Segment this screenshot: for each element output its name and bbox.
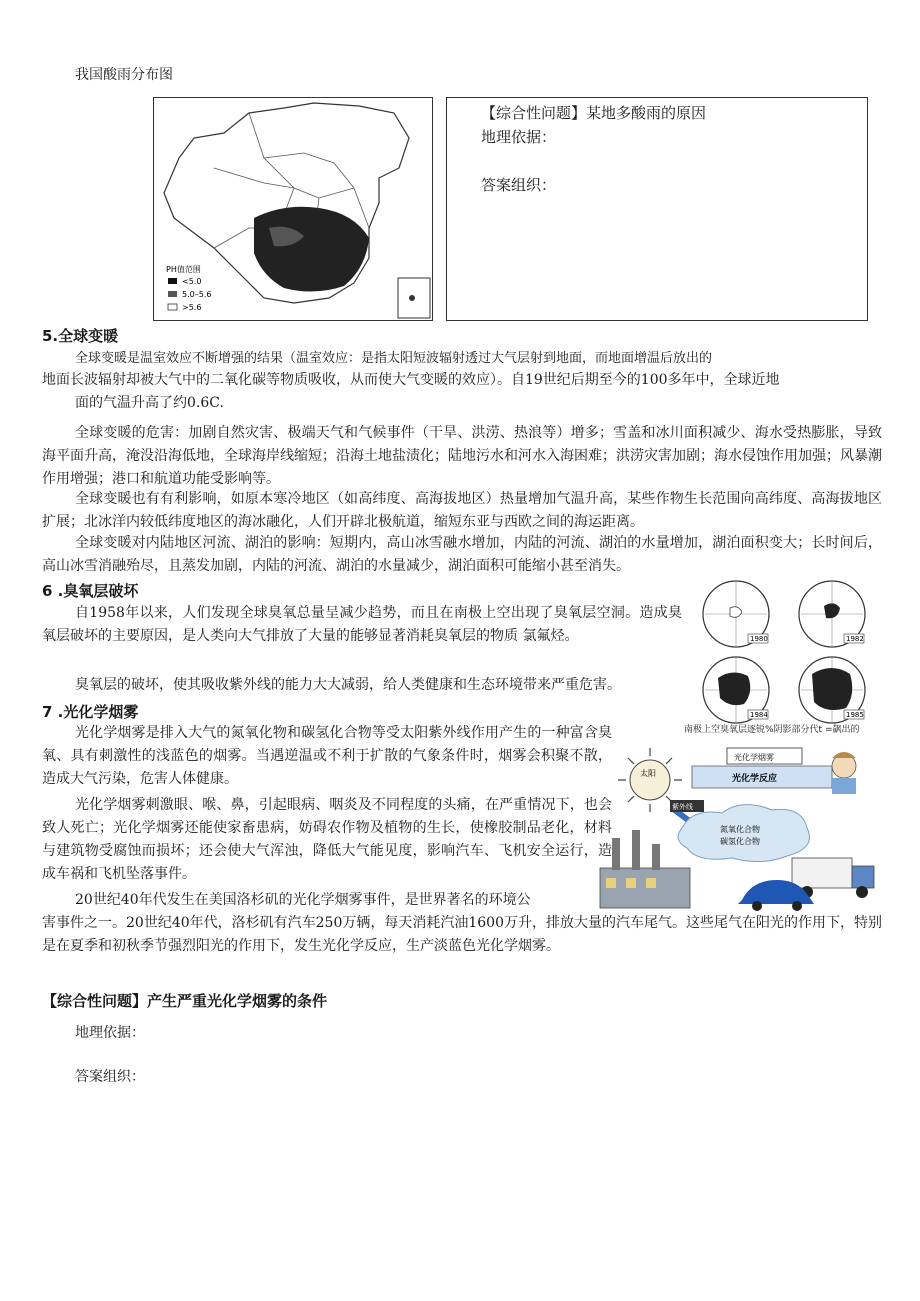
year-label: 1984 [750, 711, 768, 719]
section-heading: 6 .臭氧层破坏 [42, 582, 139, 600]
person-graphic [832, 752, 856, 794]
paragraph: 光化学烟雾刺激眼、喉、鼻，引起眼病、咽炎及不同程度的头痛，在严重情况下，也会致人死亡；光化学烟雾还能使家畜患病，妨碍农作物及植物的生长，使橡胶制品老化，材料与建筑物受腐蚀而损坏；还会使大气浑浊，降低大气能见度，影响汽车、飞机安全运行，造成车祸和飞机坠落事件。 [42, 797, 612, 882]
paragraph: 全球变暖是温室效应不断增强的结果（温室效应：是指太阳短波辐射透过大气层射到地面，而地面增温后放出的 [75, 351, 713, 366]
answer-label: 答案组织： [481, 176, 557, 194]
photochemical-smog-illustration [592, 718, 879, 916]
map-title: 我国酸雨分布图 [75, 67, 173, 83]
answer-label: 答案组织： [75, 1069, 145, 1085]
paragraph: 自1958年以来，人们发现全球臭氧总量呈减少趋势，而且在南极上空出现了臭氧层空洞。造成臭氧层破坏的主要原因，是人类向大气排放了大量的能够显著消耗臭氧层的物质 氯氟烃。 [42, 605, 682, 644]
smog-label: 光化学烟雾 [734, 753, 774, 762]
globe-1985 [799, 657, 865, 723]
cloud-label: 碳氢化合物 [720, 837, 760, 846]
problem-box-acid-rain [446, 97, 868, 321]
paragraph: 20世纪40年代发生在美国洛杉矶的光化学烟雾事件，是世界著名的环境公 [75, 892, 531, 908]
reaction-label: 光化学反应 [732, 774, 778, 784]
year-label: 1985 [846, 711, 864, 719]
paragraph: 光化学烟雾是排入大气的氮氧化物和碳氢化合物等受太阳紫外线作用产生的一种富含臭氧、具有刺激性的浅蓝色的烟雾。当遇逆温或不利于扩散的气象条件时，烟雾会积聚不散，造成大气污染，危害人体健康。 [42, 725, 612, 787]
legend-title: PH值范围 [166, 265, 201, 274]
problem-title: 【综合性问题】产生严重光化学烟雾的条件 [42, 992, 328, 1010]
globe-1982 [799, 581, 865, 647]
legend-item: 5.0–5.6 [182, 290, 212, 299]
geo-basis-label: 地理依据： [75, 1025, 145, 1041]
china-map-graphic [154, 98, 432, 320]
paragraph: 全球变暖对内陆地区河流、湖泊的影响：短期内，高山冰雪融水增加，内陆的河流、湖泊的水量增加，湖泊面积变大；长时间后，高山冰雪消融殆尽，且蒸发加剧，内陆的河流、湖泊的水量减少，湖泊面积可能缩小甚至消失。 [42, 535, 882, 574]
cloud-label: 氮氧化合物 [720, 825, 760, 834]
paragraph: 臭氧层的破坏，使其吸收紫外线的能力大大减弱，给人类健康和生态环境带来严重危害。 [75, 677, 621, 693]
legend-item: <5.0 [182, 277, 202, 286]
paragraph: 害事件之一。20世纪40年代，洛杉矶有汽车250万辆，每天消耗汽油1600万升，排放大量的汽车尾气。这些尾气在阳光的作用下，特别是在夏季和初秋季节强烈阳光的作用下，发生光化学反应，生产淡蓝色光化学烟雾。 [42, 915, 882, 954]
paragraph: 地面长波辐射却被大气中的二氧化碳等物质吸收，从而使大气变暖的效应）。自19世纪后期至今的100多年中，全球近地 [42, 372, 780, 388]
sun-label: 太阳 [640, 769, 656, 778]
year-label: 1980 [750, 635, 768, 643]
legend-item: >5.6 [182, 303, 202, 312]
year-label: 1982 [846, 635, 864, 643]
ozone-hole-figure [700, 578, 878, 730]
figure-caption: 南极上空臭氧层逐锐%阴影部分代t =飙出的 [684, 725, 860, 735]
paragraph: 面的气温升高了约0.6C. [75, 395, 224, 411]
section-heading: 7 .光化学烟雾 [42, 703, 139, 721]
acid-rain-map [153, 97, 433, 321]
paragraph: 全球变暖也有有利影响，如原本寒冷地区（如高纬度、高海拔地区）热量增加气温升高，某些作物生长范围向高纬度、高海拔地区扩展；北冰洋内较低纬度地区的海冰融化，人们开辟北极航道，缩短东亚与西欧之间的海运距离。 [42, 491, 882, 530]
factory-graphic [600, 830, 690, 908]
ultraviolet-label: 紫外线 [672, 803, 693, 811]
globe-1980 [703, 581, 769, 647]
paragraph: 全球变暖的危害：加剧自然灾害、极端天气和气候事件（干旱、洪涝、热浪等）增多；雪盖和冰川面积减少、海水受热膨胀，导致海平面升高，淹没沿海低地，全球海岸线缩短；沿海土地盐渍化；陆地污水和河水入海困难；洪涝灾害加剧；海水侵蚀作用加强；风暴潮作用增强；港口和航道功能受影响等。 [42, 425, 882, 487]
section-heading: 5.全球变暖 [42, 327, 119, 345]
problem-title: 【综合性问题】某地多酸雨的原因 [481, 104, 707, 122]
geo-basis-label: 地理依据： [481, 128, 557, 146]
globe-1984 [703, 657, 769, 723]
acid-rain-area [254, 207, 369, 292]
